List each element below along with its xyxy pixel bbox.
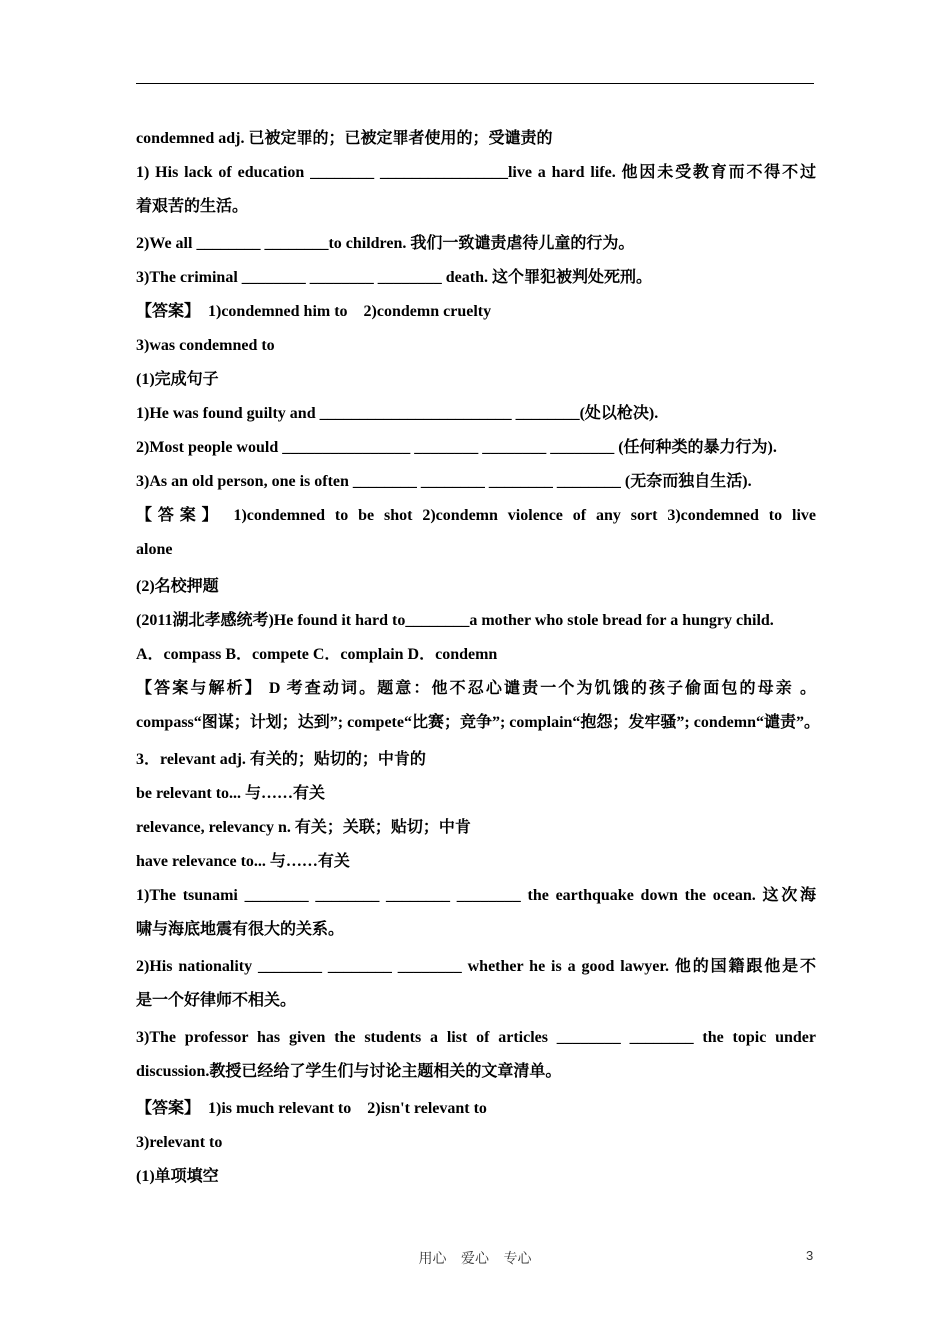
phrase-line: relevance, relevancy n. 有关；关联；贴切；中肯 (136, 819, 471, 836)
exercise-line: 着艰苦的生活。 (136, 198, 249, 215)
answer-line: 3)relevant to (136, 1134, 223, 1151)
exercise-line: discussion.教授已经给了学生们与讨论主题相关的文章清单。 (136, 1063, 562, 1080)
section-heading: (1)单项填空 (136, 1168, 219, 1185)
vocab-entry-condemned: condemned adj. 已被定罪的；已被定罪者使用的；受谴责的 (136, 130, 553, 147)
footer-motto: 用心 爱心 专心 (418, 1251, 532, 1267)
exercise-line: 啸与海底地震有很大的关系。 (136, 921, 345, 938)
exercise-line: 3)As an old person, one is often ________ ________ ________ ________ (无奈而独自生活). (136, 473, 752, 490)
answer-line: compass“图谋；计划；达到”; compete“比赛；竞争”; complain“抱怨；发牢骚”; condemn“谴责”。 (136, 714, 820, 731)
exercise-line: 1) His lack of education ________ ________________live a hard life. 他因未受教育而不得不过 (136, 164, 816, 181)
answer-line: 3)was condemned to (136, 337, 275, 354)
page-body (136, 122, 820, 1194)
exercise-line: 3)The criminal ________ ________ ________ death. 这个罪犯被判处死刑。 (136, 269, 652, 286)
exercise-line: 2)We all ________ ________to children. 我们一致谴责虐待儿童的行为。 (136, 235, 635, 252)
answer-line: 【答案】 1)condemned him to 2)condemn cruelty (136, 303, 492, 320)
answer-line: alone (136, 541, 173, 558)
header-rule (136, 83, 814, 84)
options-line: A．compass B．compete C．complain D．condemn (136, 646, 498, 663)
exercise-line: 2)Most people would ________________ ________ ________ ________ (任何种类的暴力行为). (136, 439, 777, 456)
exercise-line: 3)The professor has given the students a list of articles ________ ________ the topic under (136, 1029, 816, 1046)
exercise-line: 1)He was found guilty and ________________________ ________(处以枪决). (136, 405, 659, 422)
section-heading: (2)名校押题 (136, 578, 219, 595)
vocab-entry-relevant: 3．relevant adj. 有关的；贴切的；中肯的 (136, 751, 426, 768)
page-number: 3 (806, 1248, 814, 1263)
exercise-line: (2011湖北孝感统考)He found it hard to________a mother who stole bread for a hungry child. (136, 612, 774, 629)
exercise-line: 2)His nationality ________ ________ ________ whether he is a good lawyer. 他的国籍跟他是不 (136, 958, 816, 975)
phrase-line: have relevance to... 与……有关 (136, 853, 350, 870)
section-heading: (1)完成句子 (136, 371, 219, 388)
exercise-line: 是一个好律师不相关。 (136, 992, 297, 1009)
answer-line: 【答案】 1)condemned to be shot 2)condemn violence of any sort 3)condemned to live (136, 507, 816, 524)
phrase-line: be relevant to... 与……有关 (136, 785, 326, 802)
answer-line: 【答案与解析】 D 考查动词。题意：他不忍心谴责一个为饥饿的孩子偷面包的母亲 。 (136, 680, 816, 697)
answer-line: 【答案】 1)is much relevant to 2)isn't relevant to (136, 1100, 487, 1117)
exercise-line: 1)The tsunami ________ ________ ________ ________ the earthquake down the ocean. 这次海 (136, 887, 816, 904)
